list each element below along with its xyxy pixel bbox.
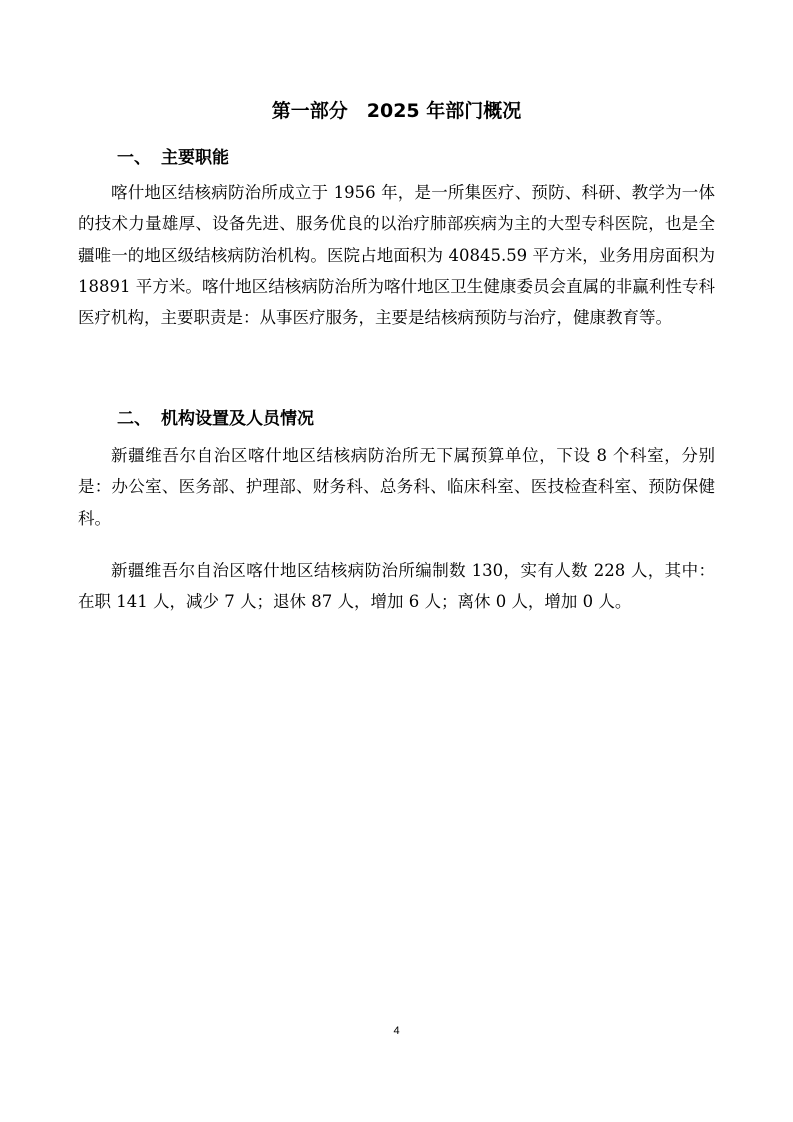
paragraph-departments: 新疆维吾尔自治区喀什地区结核病防治所无下属预算单位，下设 8 个科室，分别是：办公室、医务部、护理部、财务科、总务科、临床科室、医技检查科室、预防保健科。 xyxy=(78,446,715,528)
section-heading-organization xyxy=(117,407,314,431)
section-heading-text: 机构设置及人员情况 xyxy=(161,409,314,429)
section-heading-text: 主要职能 xyxy=(161,148,229,168)
page-title: 第一部分 2025 年部门概况 xyxy=(271,100,522,122)
paragraph-staffing: 新疆维吾尔自治区喀什地区结核病防治所编制数 130，实有人数 228 人，其中：在职 141 人，减少 7 人；退休 87 人，增加 6 人；离休 0 人，增加 0 人。 xyxy=(78,561,715,612)
page-number: 4 xyxy=(393,1025,400,1037)
section-heading-functions xyxy=(117,146,229,170)
paragraph-functions: 喀什地区结核病防治所成立于 1956 年，是一所集医疗、预防、科研、教学为一体的技术力量雄厚、设备先进、服务优良的以治疗肺部疾病为主的大型专科医院，也是全疆唯一的地区级结核病防治机构。医院占地面积为 40845.59 平方米，业务用房面积为 18891 平方米。喀什地区结核病防治所为喀什地区卫生健康委员会直属的非赢利性专科医疗机构，主要职责是：从事医疗服务，主要是结核病预防与治疗，健康教育等。 xyxy=(78,183,715,328)
section-number: 一、 xyxy=(117,148,151,168)
section-number: 二、 xyxy=(117,409,151,429)
